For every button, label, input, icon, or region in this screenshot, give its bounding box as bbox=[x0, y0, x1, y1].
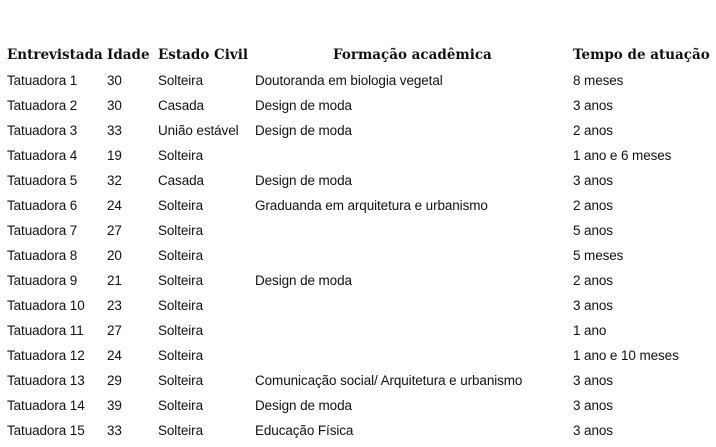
cell-tempo-de-atuacao: 1 ano e 6 meses bbox=[573, 148, 672, 163]
cell-estado-civil: Solteira bbox=[158, 248, 203, 263]
cell-formacao: Comunicação social/ Arquitetura e urbanismo bbox=[255, 373, 523, 388]
cell-entrevistada: Tatuadora 13 bbox=[7, 373, 85, 388]
cell-tempo-de-atuacao: 3 anos bbox=[573, 423, 613, 438]
cell-idade: 19 bbox=[107, 148, 122, 163]
cell-idade: 20 bbox=[107, 248, 122, 263]
cell-tempo-de-atuacao: 2 anos bbox=[573, 198, 613, 213]
cell-formacao: Educação Física bbox=[255, 423, 354, 438]
cell-idade: 39 bbox=[107, 398, 122, 413]
cell-estado-civil: Solteira bbox=[158, 423, 203, 438]
cell-entrevistada: Tatuadora 6 bbox=[7, 198, 78, 213]
cell-entrevistada: Tatuadora 3 bbox=[7, 123, 78, 138]
table-row bbox=[7, 168, 712, 193]
table-row bbox=[7, 343, 712, 368]
cell-entrevistada: Tatuadora 15 bbox=[7, 423, 85, 438]
cell-estado-civil: Solteira bbox=[158, 398, 203, 413]
cell-idade: 30 bbox=[107, 73, 122, 88]
cell-entrevistada: Tatuadora 7 bbox=[7, 223, 78, 238]
table-row bbox=[7, 93, 712, 118]
cell-estado-civil: União estável bbox=[158, 123, 239, 138]
table-row bbox=[7, 318, 712, 343]
cell-entrevistada: Tatuadora 11 bbox=[7, 323, 84, 338]
cell-estado-civil: Solteira bbox=[158, 198, 203, 213]
header-formacao-academica: Formação acadêmica bbox=[333, 47, 492, 63]
cell-formacao: Design de moda bbox=[255, 173, 352, 188]
cell-entrevistada: Tatuadora 9 bbox=[7, 273, 78, 288]
cell-formacao: Graduanda em arquitetura e urbanismo bbox=[255, 198, 488, 213]
cell-tempo-de-atuacao: 2 anos bbox=[573, 123, 613, 138]
cell-tempo-de-atuacao: 5 meses bbox=[573, 248, 624, 263]
table-row bbox=[7, 143, 712, 168]
cell-estado-civil: Casada bbox=[158, 98, 204, 113]
cell-entrevistada: Tatuadora 10 bbox=[7, 298, 85, 313]
cell-formacao: Design de moda bbox=[255, 123, 352, 138]
cell-entrevistada: Tatuadora 12 bbox=[7, 348, 85, 363]
interviewees-table bbox=[7, 43, 712, 443]
table-row bbox=[7, 293, 712, 318]
table-header-row bbox=[7, 43, 712, 68]
cell-idade: 27 bbox=[107, 323, 122, 338]
cell-entrevistada: Tatuadora 4 bbox=[7, 148, 78, 163]
cell-estado-civil: Solteira bbox=[158, 323, 203, 338]
table-row bbox=[7, 393, 712, 418]
cell-idade: 33 bbox=[107, 423, 122, 438]
cell-idade: 32 bbox=[107, 173, 122, 188]
cell-idade: 21 bbox=[107, 273, 122, 288]
cell-entrevistada: Tatuadora 5 bbox=[7, 173, 78, 188]
cell-idade: 27 bbox=[107, 223, 122, 238]
cell-estado-civil: Solteira bbox=[158, 348, 203, 363]
cell-entrevistada: Tatuadora 1 bbox=[7, 73, 78, 88]
cell-tempo-de-atuacao: 3 anos bbox=[573, 298, 613, 313]
cell-entrevistada: Tatuadora 8 bbox=[7, 248, 78, 263]
table-row bbox=[7, 418, 712, 443]
cell-tempo-de-atuacao: 3 anos bbox=[573, 398, 613, 413]
cell-formacao: Design de moda bbox=[255, 98, 352, 113]
header-idade: Idade bbox=[107, 47, 150, 63]
cell-idade: 23 bbox=[107, 298, 122, 313]
cell-estado-civil: Solteira bbox=[158, 373, 203, 388]
header-estado-civil: Estado Civil bbox=[158, 47, 248, 63]
table-row bbox=[7, 268, 712, 293]
cell-entrevistada: Tatuadora 2 bbox=[7, 98, 78, 113]
table-row bbox=[7, 368, 712, 393]
cell-idade: 29 bbox=[107, 373, 122, 388]
cell-idade: 33 bbox=[107, 123, 122, 138]
cell-estado-civil: Casada bbox=[158, 173, 204, 188]
table-row bbox=[7, 118, 712, 143]
cell-tempo-de-atuacao: 1 ano bbox=[573, 323, 607, 338]
header-tempo-de-atuacao: Tempo de atuação bbox=[573, 47, 710, 63]
table-row bbox=[7, 243, 712, 268]
cell-estado-civil: Solteira bbox=[158, 298, 203, 313]
cell-estado-civil: Solteira bbox=[158, 73, 203, 88]
cell-tempo-de-atuacao: 3 anos bbox=[573, 373, 613, 388]
table-row bbox=[7, 193, 712, 218]
cell-idade: 24 bbox=[107, 198, 122, 213]
cell-tempo-de-atuacao: 1 ano e 10 meses bbox=[573, 348, 679, 363]
cell-entrevistada: Tatuadora 14 bbox=[7, 398, 85, 413]
cell-tempo-de-atuacao: 8 meses bbox=[573, 73, 624, 88]
cell-formacao: Design de moda bbox=[255, 398, 352, 413]
cell-tempo-de-atuacao: 3 anos bbox=[573, 98, 613, 113]
cell-tempo-de-atuacao: 5 anos bbox=[573, 223, 613, 238]
cell-idade: 24 bbox=[107, 348, 122, 363]
cell-formacao: Design de moda bbox=[255, 273, 352, 288]
header-entrevistada: Entrevistada bbox=[7, 47, 103, 63]
cell-formacao: Doutoranda em biologia vegetal bbox=[255, 73, 443, 88]
table-row bbox=[7, 68, 712, 93]
cell-estado-civil: Solteira bbox=[158, 148, 203, 163]
cell-estado-civil: Solteira bbox=[158, 273, 203, 288]
cell-tempo-de-atuacao: 3 anos bbox=[573, 173, 613, 188]
table-row bbox=[7, 218, 712, 243]
cell-estado-civil: Solteira bbox=[158, 223, 203, 238]
table-body bbox=[7, 68, 712, 443]
cell-idade: 30 bbox=[107, 98, 122, 113]
cell-tempo-de-atuacao: 2 anos bbox=[573, 273, 613, 288]
